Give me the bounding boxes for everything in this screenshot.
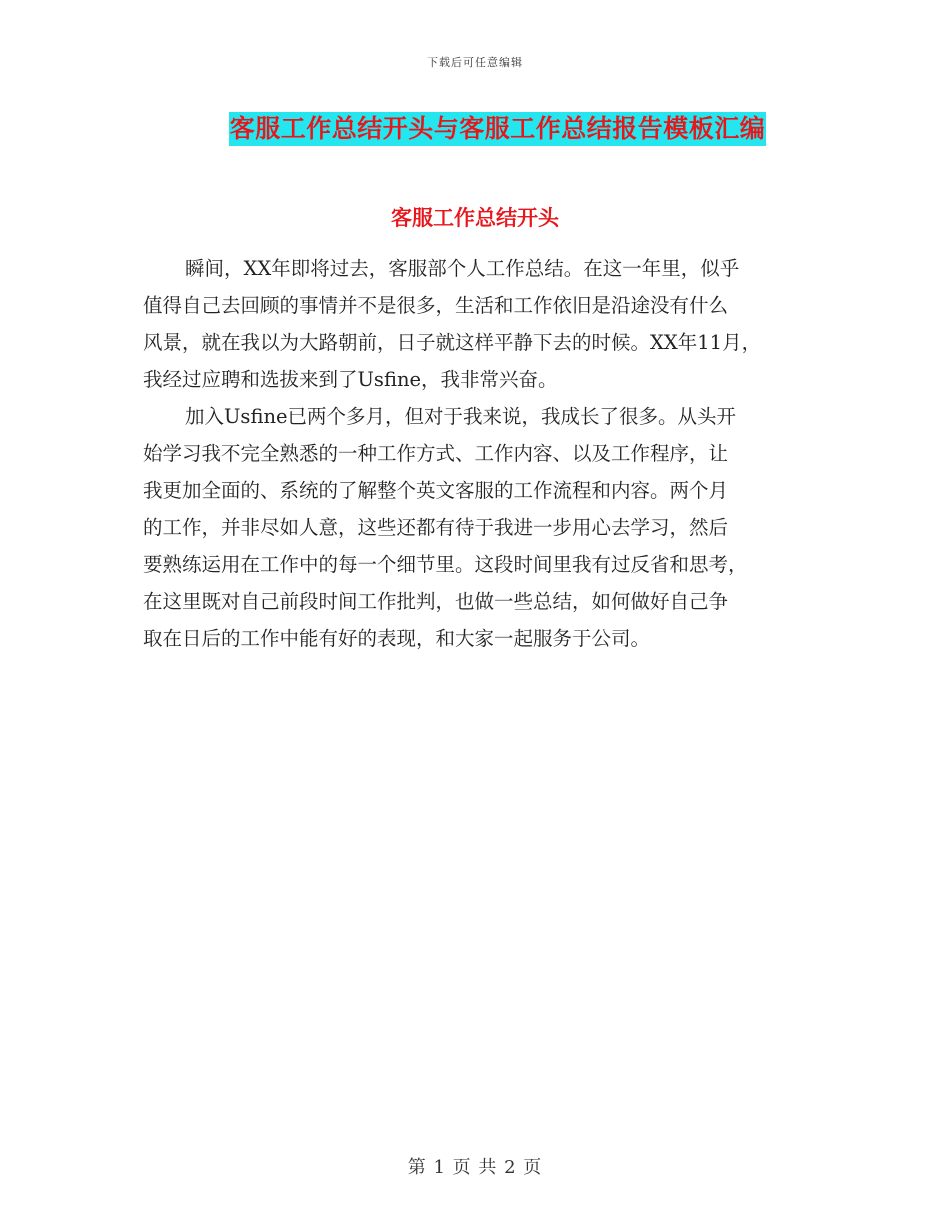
paragraph-1 [143, 250, 833, 398]
page-footer: 第 1 页 共 2 页 [407, 1157, 543, 1178]
paragraph-line: 值得自己去回顾的事情并不是很多，生活和工作依旧是沿途没有什么 [143, 294, 729, 317]
paragraph-line: 在这里既对自己前段时间工作批判，也做一些总结，如何做好自己争 [143, 590, 729, 613]
page-header: 下载后可任意编辑 [427, 56, 523, 69]
document-body [143, 250, 833, 657]
paragraph-line: 取在日后的工作中能有好的表现，和大家一起服务于公司。 [143, 627, 651, 650]
paragraph-line: 瞬间，XX年即将过去，客服部个人工作总结。在这一年里，似乎 [185, 257, 740, 280]
section-heading: 客服工作总结开头 [391, 206, 559, 230]
paragraph-line: 我更加全面的、系统的了解整个英文客服的工作流程和内容。两个月 [143, 479, 729, 502]
paragraph-line: 风景，就在我以为大路朝前，日子就这样平静下去的时候。XX年11月， [143, 331, 762, 354]
paragraph-2 [143, 398, 833, 657]
paragraph-line: 要熟练运用在工作中的每一个细节里。这段时间里我有过反省和思考， [143, 553, 748, 576]
paragraph-line: 的工作，并非尽如人意，这些还都有待于我进一步用心去学习，然后 [143, 516, 729, 539]
paragraph-line: 我经过应聘和选拔来到了Usfine，我非常兴奋。 [143, 368, 558, 391]
paragraph-line: 加入Usfine已两个多月，但对于我来说，我成长了很多。从头开 [185, 405, 737, 428]
document-title-container [0, 112, 950, 146]
paragraph-line: 始学习我不完全熟悉的一种工作方式、工作内容、以及工作程序，让 [143, 442, 729, 465]
document-title: 客服工作总结开头与客服工作总结报告模板汇编 [229, 112, 767, 146]
